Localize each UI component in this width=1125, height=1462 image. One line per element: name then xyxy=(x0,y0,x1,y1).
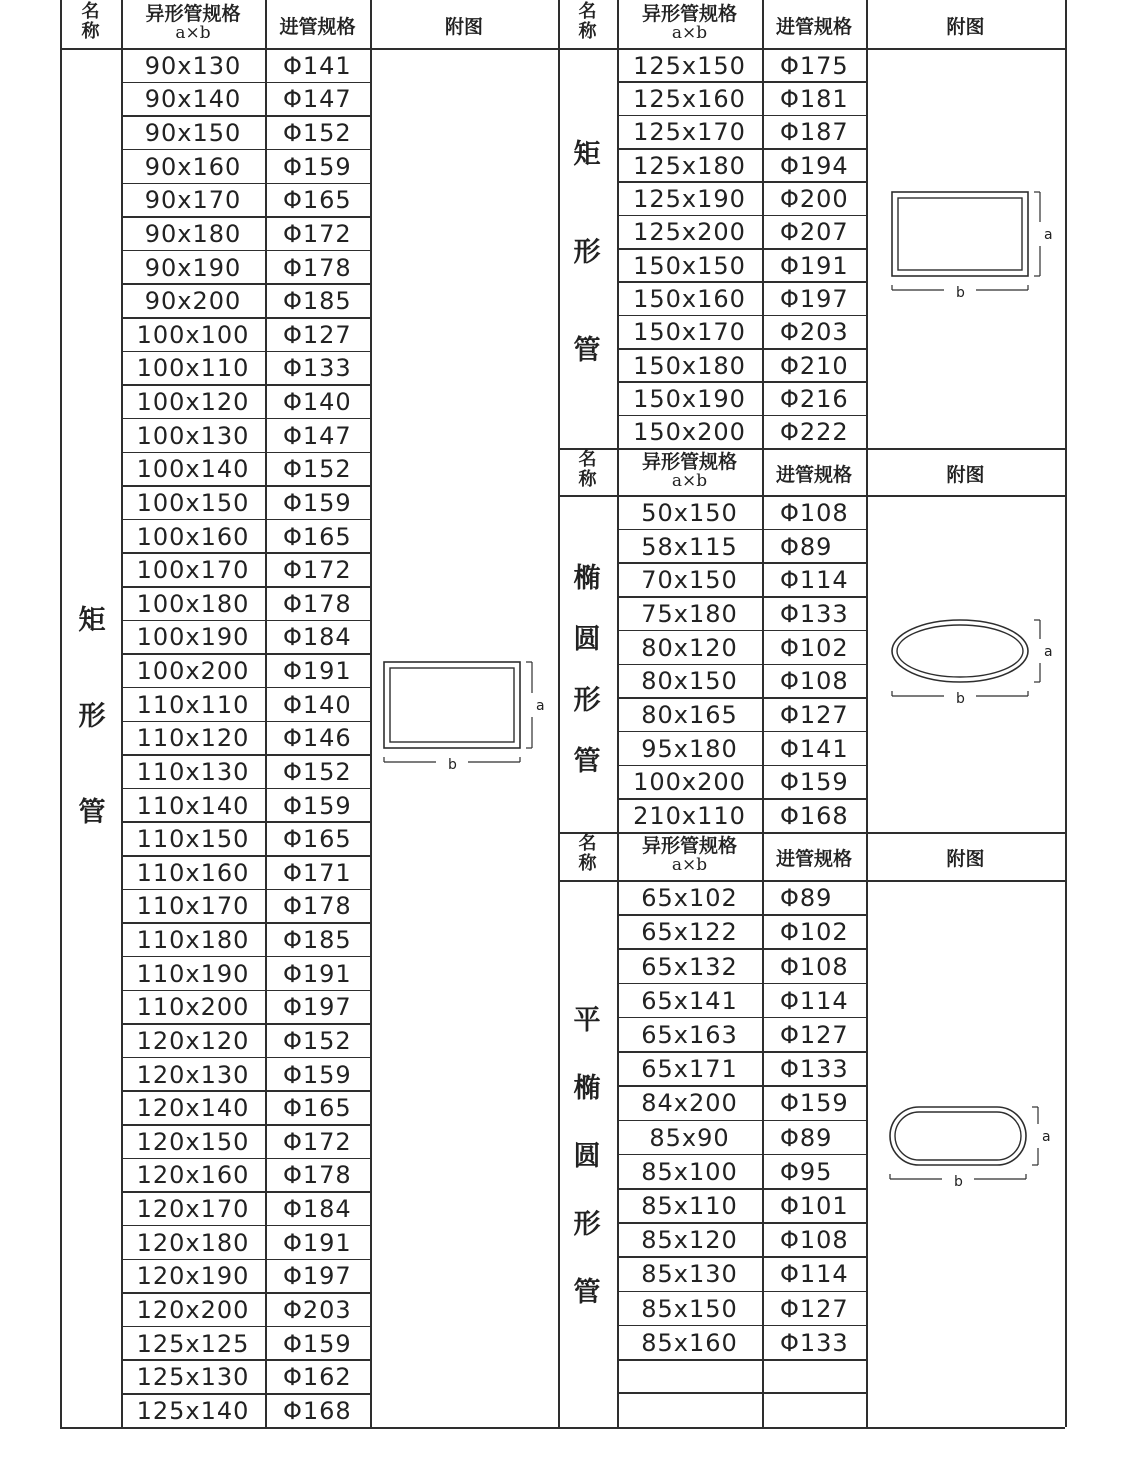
table-cell-spec: 125x200 xyxy=(633,218,746,247)
right2-header-spec: 异形管规格 xyxy=(641,450,737,473)
table-cell-spec: 120x170 xyxy=(136,1195,250,1224)
table-cell-pipe: Φ165 xyxy=(283,186,352,215)
grid-line xyxy=(866,0,868,1427)
category-name-flat-oval: 形 xyxy=(573,1209,601,1240)
table-cell-spec: 85x110 xyxy=(641,1192,738,1221)
table-cell-pipe: Φ178 xyxy=(283,589,352,618)
table-cell-spec: 75x180 xyxy=(641,599,738,628)
grid-line xyxy=(617,1392,866,1394)
table-cell-pipe: Φ187 xyxy=(780,118,849,147)
table-cell-pipe: Φ159 xyxy=(780,1089,849,1118)
grid-line xyxy=(60,0,62,1427)
table-cell-spec: 120x190 xyxy=(136,1262,250,1291)
table-cell-spec: 90x140 xyxy=(144,85,242,114)
table-cell-pipe: Φ200 xyxy=(780,185,849,213)
table-cell-spec: 58x115 xyxy=(641,532,738,561)
table-cell-spec: 85x150 xyxy=(641,1294,738,1323)
table-cell-spec: 70x150 xyxy=(641,566,738,595)
grid-line xyxy=(617,1359,866,1361)
right3-header-figure: 附图 xyxy=(946,848,985,870)
grid-line xyxy=(1065,0,1067,1427)
category-name-ellipse: 管 xyxy=(573,745,601,777)
table-cell-spec: 65x122 xyxy=(641,918,738,947)
table-cell-spec: 100x130 xyxy=(136,421,250,450)
table-cell-pipe: Φ181 xyxy=(780,85,849,113)
figure-rectangle-right xyxy=(890,190,1056,308)
right3-header-spec-sub: a×b xyxy=(671,855,708,875)
right2-header-name xyxy=(558,450,617,490)
table-cell-spec: 100x200 xyxy=(633,768,746,797)
table-cell-pipe: Φ185 xyxy=(283,287,352,316)
category-name-rect-right: 管 xyxy=(573,335,601,366)
table-cell-pipe: Φ127 xyxy=(780,701,849,730)
left-header-name xyxy=(60,2,121,42)
category-name-ellipse: 椭 xyxy=(573,562,601,594)
category-name-rect-left: 管 xyxy=(78,797,106,828)
table-cell-pipe: Φ197 xyxy=(283,993,352,1022)
table-cell-spec: 85x100 xyxy=(641,1157,738,1186)
table-cell-pipe: Φ147 xyxy=(283,85,352,114)
category-name-ellipse: 圆 xyxy=(573,623,601,655)
table-cell-spec: 100x190 xyxy=(136,623,250,652)
grid-line xyxy=(121,1427,370,1429)
table-cell-pipe: Φ89 xyxy=(780,1123,833,1152)
table-cell-pipe: Φ159 xyxy=(283,152,352,181)
table-cell-pipe: Φ172 xyxy=(283,1127,352,1156)
header-name-char: 名 xyxy=(578,1,597,22)
table-cell-pipe: Φ159 xyxy=(283,488,352,517)
right2-header-figure: 附图 xyxy=(946,463,985,486)
table-cell-spec: 125x140 xyxy=(136,1396,250,1425)
table-cell-spec: 125x150 xyxy=(633,51,746,80)
grid-line xyxy=(558,0,560,1427)
shape-inner xyxy=(895,1112,1021,1160)
table-cell-pipe: Φ127 xyxy=(780,1294,849,1323)
table-cell-spec: 120x120 xyxy=(136,1026,250,1055)
table-cell-pipe: Φ108 xyxy=(780,1226,849,1255)
table-cell-pipe: Φ152 xyxy=(283,1026,352,1055)
table-cell-spec: 120x140 xyxy=(136,1094,250,1123)
table-cell-spec: 80x120 xyxy=(641,633,738,662)
table-cell-pipe: Φ108 xyxy=(780,667,849,696)
table-cell-spec: 150x150 xyxy=(633,251,746,280)
table-cell-pipe: Φ165 xyxy=(283,522,352,551)
figure-flat-oval xyxy=(888,1105,1054,1197)
table-cell-spec: 110x110 xyxy=(136,690,250,719)
table-cell-spec: 125x130 xyxy=(136,1363,250,1392)
table-cell-pipe: Φ159 xyxy=(780,768,849,797)
dimension-label-a: a xyxy=(536,698,545,714)
table-cell-spec: 110x200 xyxy=(136,993,250,1022)
table-cell-spec: 100x110 xyxy=(136,354,250,383)
table-cell-pipe: Φ114 xyxy=(780,1260,849,1289)
table-cell-pipe: Φ152 xyxy=(283,757,352,786)
table-cell-spec: 110x140 xyxy=(136,791,250,820)
table-cell-spec: 110x160 xyxy=(136,858,250,887)
table-cell-pipe: Φ210 xyxy=(780,351,849,380)
table-cell-spec: 150x180 xyxy=(633,351,746,380)
table-cell-spec: 100x170 xyxy=(136,556,250,585)
header-name-char: 称 xyxy=(578,21,597,42)
table-cell-pipe: Φ216 xyxy=(780,385,849,413)
grid-line xyxy=(265,0,267,1427)
table-cell-pipe: Φ191 xyxy=(283,1228,352,1257)
table-cell-spec: 125x170 xyxy=(633,118,746,147)
grid-line xyxy=(370,0,372,1427)
table-cell-pipe: Φ102 xyxy=(780,918,849,947)
table-cell-spec: 110x190 xyxy=(136,959,250,988)
right2-header-spec-sub: a×b xyxy=(671,470,708,491)
dimension-label-b: b xyxy=(448,757,457,773)
right3-header-inlet: 进管规格 xyxy=(775,848,852,870)
category-name-flat-oval: 圆 xyxy=(573,1141,601,1172)
right1-header-figure: 附图 xyxy=(946,16,985,38)
table-cell-spec: 120x160 xyxy=(136,1161,250,1190)
table-cell-pipe: Φ102 xyxy=(780,633,849,662)
figure-ellipse xyxy=(890,618,1056,714)
category-name-rect-left: 形 xyxy=(78,701,106,732)
shape-inner xyxy=(897,625,1023,677)
left-header-figure: 附图 xyxy=(444,16,483,38)
shape-outer xyxy=(892,192,1028,276)
shape-outer xyxy=(890,1107,1026,1165)
table-cell-pipe: Φ178 xyxy=(283,253,352,282)
table-cell-pipe: Φ140 xyxy=(283,690,352,719)
table-cell-pipe: Φ108 xyxy=(780,498,849,527)
table-cell-spec: 90x200 xyxy=(144,287,242,316)
table-cell-pipe: Φ171 xyxy=(283,858,352,887)
dimension-label-a: a xyxy=(1044,227,1053,243)
table-cell-pipe: Φ146 xyxy=(283,724,352,753)
table-cell-spec: 125x125 xyxy=(136,1329,250,1358)
right1-header-inlet: 进管规格 xyxy=(775,16,852,38)
table-cell-spec: 100x200 xyxy=(136,657,250,686)
category-name-flat-oval: 平 xyxy=(573,1005,601,1036)
table-cell-pipe: Φ152 xyxy=(283,119,352,148)
header-name-char: 称 xyxy=(578,468,597,490)
table-cell-spec: 100x160 xyxy=(136,522,250,551)
shape-outer xyxy=(892,620,1028,682)
table-cell-pipe: Φ191 xyxy=(283,959,352,988)
table-cell-spec: 65x171 xyxy=(641,1055,738,1084)
table-cell-spec: 100x100 xyxy=(136,320,250,349)
dimension-label-b: b xyxy=(956,691,965,707)
left-header-spec: 异形管规格 xyxy=(145,3,241,25)
table-cell-spec: 100x140 xyxy=(136,455,250,484)
table-cell-spec: 80x165 xyxy=(641,701,738,730)
table-cell-spec: 85x120 xyxy=(641,1226,738,1255)
table-cell-pipe: Φ191 xyxy=(780,251,849,280)
header-name-char: 称 xyxy=(578,853,597,874)
table-cell-spec: 90x180 xyxy=(144,219,242,248)
table-cell-pipe: Φ185 xyxy=(283,926,352,955)
dimension-label-b: b xyxy=(954,1174,963,1190)
table-cell-spec: 150x190 xyxy=(633,385,746,413)
table-cell-spec: 90x150 xyxy=(144,119,242,148)
table-cell-pipe: Φ203 xyxy=(283,1295,352,1324)
table-cell-pipe: Φ175 xyxy=(780,51,849,80)
table-cell-pipe: Φ197 xyxy=(780,285,849,313)
category-name-rect-left: 矩 xyxy=(78,605,106,636)
category-name-ellipse: 形 xyxy=(573,684,601,716)
table-cell-pipe: Φ141 xyxy=(780,734,849,763)
table-cell-pipe: Φ114 xyxy=(780,986,849,1015)
right1-header-spec: 异形管规格 xyxy=(641,3,737,25)
dimension-label-b: b xyxy=(956,285,965,301)
table-cell-spec: 110x130 xyxy=(136,757,250,786)
table-cell-pipe: Φ184 xyxy=(283,623,352,652)
header-name-char: 名 xyxy=(578,448,597,470)
table-cell-spec: 120x200 xyxy=(136,1295,250,1324)
table-cell-spec: 95x180 xyxy=(641,734,738,763)
table-cell-pipe: Φ159 xyxy=(283,1060,352,1089)
table-cell-spec: 100x150 xyxy=(136,488,250,517)
table-cell-spec: 120x180 xyxy=(136,1228,250,1257)
table-cell-pipe: Φ133 xyxy=(780,1328,849,1357)
table-cell-pipe: Φ197 xyxy=(283,1262,352,1291)
table-cell-spec: 150x170 xyxy=(633,318,746,347)
grid-line xyxy=(558,832,1065,834)
table-cell-pipe: Φ165 xyxy=(283,825,352,854)
table-cell-pipe: Φ172 xyxy=(283,556,352,585)
table-cell-pipe: Φ133 xyxy=(283,354,352,383)
header-name-char: 名 xyxy=(578,833,597,854)
table-cell-spec: 110x120 xyxy=(136,724,250,753)
table-cell-spec: 84x200 xyxy=(641,1089,738,1118)
table-cell-spec: 90x170 xyxy=(144,186,242,215)
dimension-label-a: a xyxy=(1042,1129,1051,1145)
right3-header-spec: 异形管规格 xyxy=(641,835,737,857)
table-cell-spec: 65x132 xyxy=(641,952,738,981)
table-cell-spec: 85x90 xyxy=(649,1123,730,1152)
table-cell-pipe: Φ147 xyxy=(283,421,352,450)
table-cell-pipe: Φ178 xyxy=(283,892,352,921)
table-cell-spec: 110x150 xyxy=(136,825,250,854)
table-cell-spec: 125x160 xyxy=(633,85,746,113)
left-header-inlet: 进管规格 xyxy=(279,16,356,38)
table-cell-spec: 125x190 xyxy=(633,185,746,213)
table-cell-pipe: Φ133 xyxy=(780,1055,849,1084)
table-cell-spec: 100x180 xyxy=(136,589,250,618)
table-cell-pipe: Φ184 xyxy=(283,1195,352,1224)
category-name-rect-right: 形 xyxy=(573,237,601,268)
table-cell-spec: 110x180 xyxy=(136,926,250,955)
table-cell-pipe: Φ127 xyxy=(780,1020,849,1049)
category-name-flat-oval: 椭 xyxy=(573,1073,601,1104)
header-name-char: 名 xyxy=(81,1,100,22)
header-name-char: 称 xyxy=(81,21,100,42)
table-cell-pipe: Φ191 xyxy=(283,657,352,686)
table-cell-pipe: Φ222 xyxy=(780,418,849,447)
table-cell-pipe: Φ89 xyxy=(780,532,833,561)
table-cell-spec: 210x110 xyxy=(633,802,746,831)
table-cell-spec: 100x120 xyxy=(136,388,250,417)
table-cell-pipe: Φ207 xyxy=(780,218,849,247)
right1-header-spec-sub: a×b xyxy=(671,23,708,43)
table-cell-pipe: Φ162 xyxy=(283,1363,352,1392)
table-cell-pipe: Φ152 xyxy=(283,455,352,484)
table-cell-spec: 65x163 xyxy=(641,1020,738,1049)
table-cell-spec: 120x130 xyxy=(136,1060,250,1089)
shape-outer xyxy=(384,662,520,748)
table-cell-pipe: Φ141 xyxy=(283,51,352,80)
table-cell-pipe: Φ168 xyxy=(780,802,849,831)
table-cell-spec: 65x141 xyxy=(641,986,738,1015)
category-name-rect-right: 矩 xyxy=(573,139,601,170)
table-cell-spec: 50x150 xyxy=(641,498,738,527)
table-cell-pipe: Φ101 xyxy=(780,1192,849,1221)
table-cell-spec: 85x160 xyxy=(641,1328,738,1357)
table-cell-spec: 150x160 xyxy=(633,285,746,313)
table-cell-spec: 120x150 xyxy=(136,1127,250,1156)
shape-inner xyxy=(390,668,514,742)
table-cell-pipe: Φ95 xyxy=(780,1157,833,1186)
table-cell-spec: 90x160 xyxy=(144,152,242,181)
table-cell-spec: 150x200 xyxy=(633,418,746,447)
table-cell-pipe: Φ140 xyxy=(283,388,352,417)
left-header-spec-sub: a×b xyxy=(175,23,211,43)
table-cell-spec: 110x170 xyxy=(136,892,250,921)
grid-line xyxy=(558,448,1065,450)
table-cell-spec: 90x130 xyxy=(144,51,242,80)
table-cell-pipe: Φ172 xyxy=(283,219,352,248)
table-cell-pipe: Φ133 xyxy=(780,599,849,628)
table-cell-spec: 65x102 xyxy=(641,884,738,913)
table-cell-spec: 125x180 xyxy=(633,151,746,180)
table-cell-spec: 90x190 xyxy=(144,253,242,282)
table-cell-pipe: Φ194 xyxy=(780,151,849,180)
right2-header-inlet: 进管规格 xyxy=(775,463,852,486)
figure-rectangle-left xyxy=(382,660,548,780)
table-cell-pipe: Φ203 xyxy=(780,318,849,347)
table-cell-spec: 85x130 xyxy=(641,1260,738,1289)
shape-inner xyxy=(898,198,1022,270)
table-cell-pipe: Φ165 xyxy=(283,1094,352,1123)
table-cell-pipe: Φ159 xyxy=(283,791,352,820)
table-cell-pipe: Φ108 xyxy=(780,952,849,981)
table-cell-pipe: Φ114 xyxy=(780,566,849,595)
category-name-flat-oval: 管 xyxy=(573,1277,601,1308)
table-cell-pipe: Φ168 xyxy=(283,1396,352,1425)
right1-header-name xyxy=(558,2,617,42)
table-cell-pipe: Φ178 xyxy=(283,1161,352,1190)
table-cell-pipe: Φ127 xyxy=(283,320,352,349)
table-cell-spec: 80x150 xyxy=(641,667,738,696)
dimension-label-a: a xyxy=(1044,644,1053,660)
right3-header-name xyxy=(558,834,617,874)
table-cell-pipe: Φ159 xyxy=(283,1329,352,1358)
table-cell-pipe: Φ89 xyxy=(780,884,833,913)
